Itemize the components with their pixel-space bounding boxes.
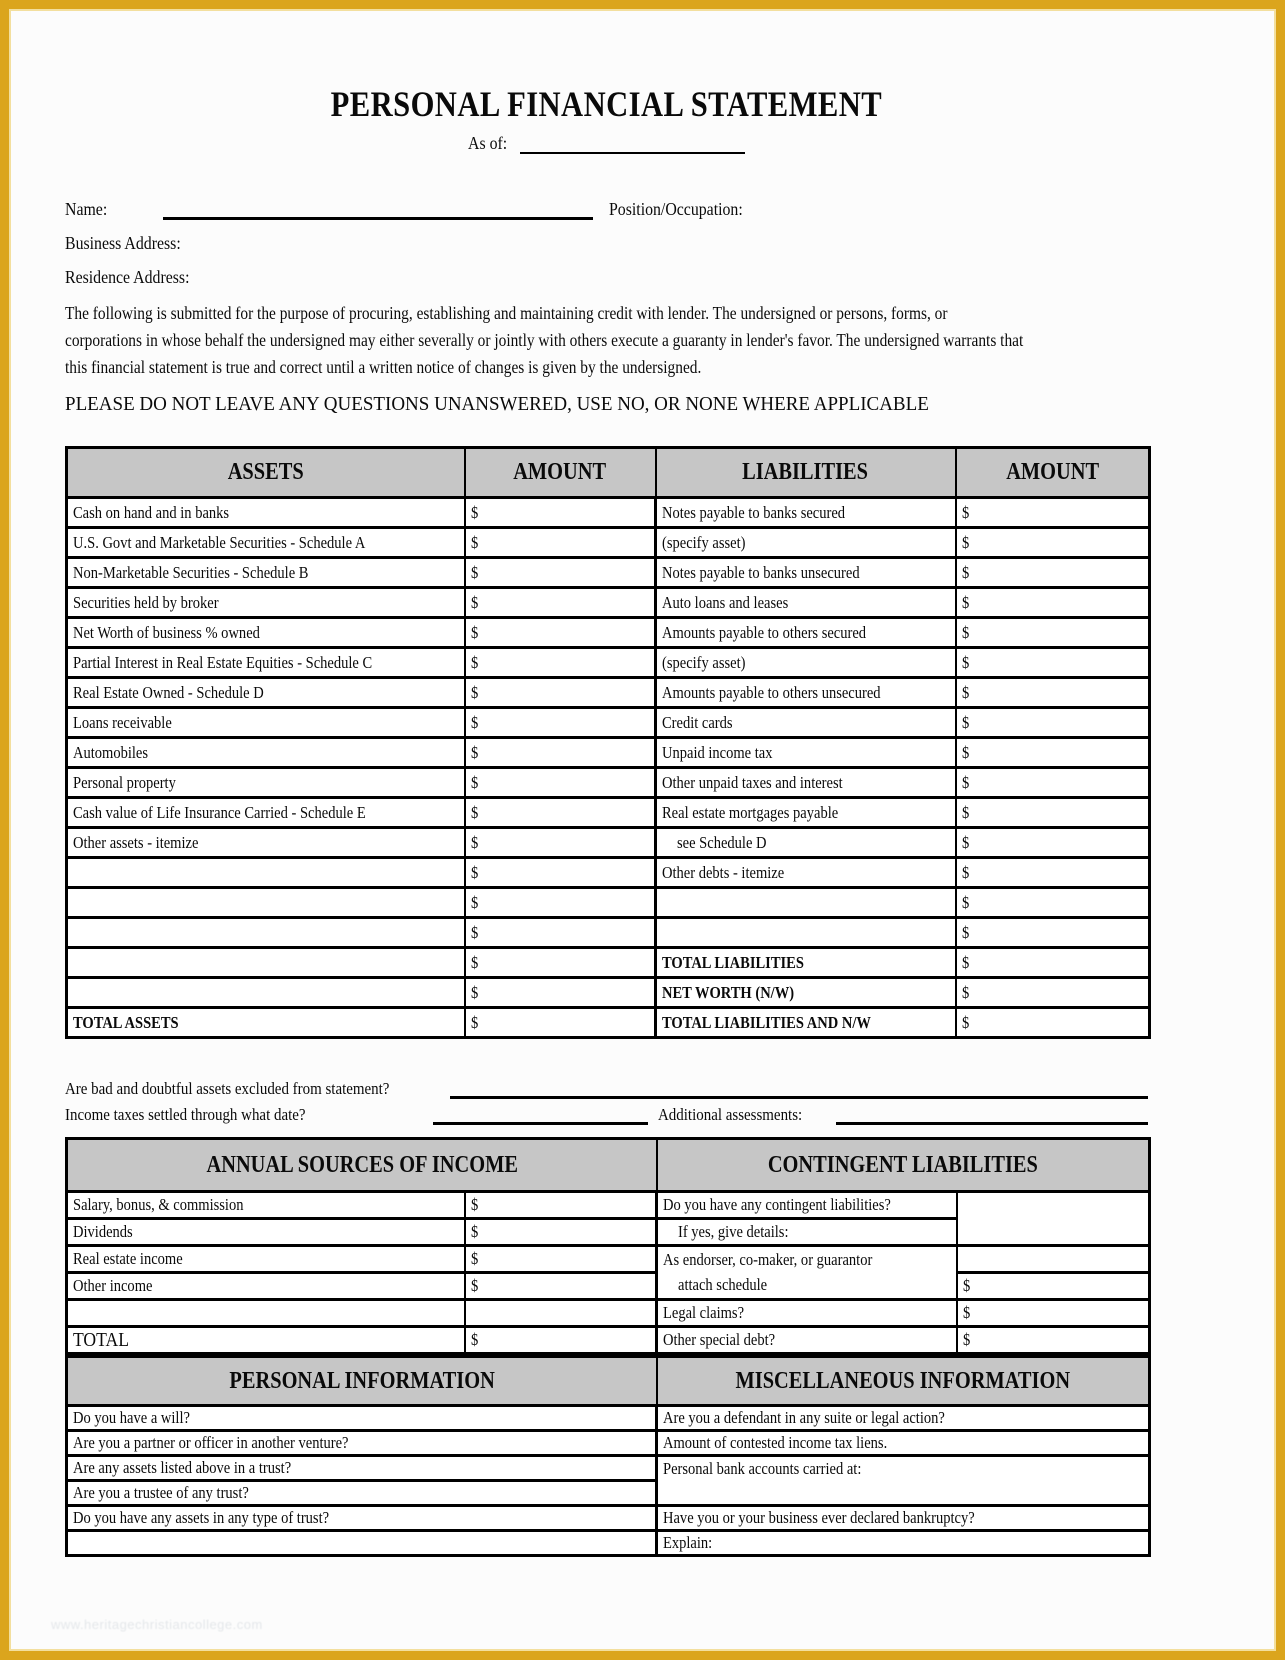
asset-amount-cell[interactable] (465, 708, 656, 738)
income-amount-cell[interactable] (465, 1300, 657, 1327)
asset-amount-cell-text: $ (470, 652, 478, 672)
asset-amount-cell-text: $ (470, 862, 478, 882)
liability-label-cell (656, 948, 956, 978)
liability-amount-cell-text: $ (961, 652, 969, 672)
liabilities-amount-header: AMOUNT (956, 448, 1150, 498)
liability-amount-cell[interactable] (956, 738, 1150, 768)
residence-address-label: Residence Address: (65, 267, 190, 287)
table-row (67, 798, 1150, 828)
liability-label-cell (656, 828, 956, 858)
liability-label-cell[interactable] (656, 888, 956, 918)
personal-question-cell (67, 1481, 657, 1506)
contingent-amount-cell[interactable] (957, 1246, 1150, 1273)
asset-label-cell-text: U.S. Govt and Marketable Securities - Schedule A (73, 532, 366, 552)
asset-label-cell-text: Real Estate Owned - Schedule D (73, 682, 264, 702)
liability-amount-cell-text: $ (961, 892, 969, 912)
asset-amount-cell-text: $ (470, 952, 478, 972)
liability-label-cell-text: Unpaid income tax (662, 742, 773, 762)
table-row (67, 1246, 1150, 1273)
income-taxes-question: Income taxes settled through what date? (65, 1105, 306, 1124)
miscellaneous-question-cell (657, 1406, 1150, 1431)
asset-amount-cell-text: $ (470, 802, 478, 822)
income-amount-cell-text: $ (470, 1195, 478, 1214)
miscellaneous-question-cell-text: Explain: (663, 1533, 713, 1552)
asset-label-cell (67, 828, 465, 858)
contingent-amount-cell[interactable] (957, 1327, 1150, 1354)
liability-amount-cell-text: $ (961, 952, 969, 972)
personal-question-cell-text: Are you a trustee of any trust? (73, 1483, 249, 1502)
asset-amount-cell[interactable] (465, 678, 656, 708)
info-table-header-row (67, 1357, 1150, 1406)
income-amount-cell-text: $ (470, 1276, 478, 1295)
liability-amount-cell[interactable] (956, 618, 1150, 648)
instructions-notice (65, 393, 1148, 416)
asset-amount-cell[interactable] (465, 738, 656, 768)
liability-amount-cell[interactable] (956, 648, 1150, 678)
liability-label-cell (656, 738, 956, 768)
income-amount-cell-text: $ (470, 1249, 478, 1268)
contingent-label-cell-text: Legal claims? (663, 1303, 745, 1322)
liability-label-cell (656, 798, 956, 828)
personal-information-header: PERSONAL INFORMATION (67, 1357, 657, 1406)
liability-label-cell-text: see Schedule D (677, 832, 767, 852)
liability-label-cell-text: Amounts payable to others unsecured (662, 682, 881, 702)
liability-label-cell-text: Credit cards (662, 712, 733, 732)
asset-label-cell (67, 528, 465, 558)
income-amount-cell[interactable] (465, 1192, 657, 1219)
liability-amount-cell-text: $ (961, 682, 969, 702)
asset-amount-cell-text: $ (470, 772, 478, 792)
liability-amount-cell-text: $ (961, 592, 969, 612)
miscellaneous-question-cell (657, 1531, 1150, 1556)
personal-question-cell (67, 1431, 657, 1456)
liability-amount-cell[interactable] (956, 588, 1150, 618)
asset-amount-cell-text: $ (470, 712, 478, 732)
liability-amount-cell-text: $ (961, 982, 969, 1002)
contingent-label-cell-text: Do you have any contingent liabilities? (663, 1195, 891, 1214)
intro-paragraph (65, 300, 1148, 381)
liability-label-cell-text: (specify asset) (662, 652, 746, 672)
liability-amount-cell[interactable] (956, 528, 1150, 558)
income-label-cell-text: Dividends (73, 1222, 133, 1241)
asset-label-cell-text: Personal property (73, 772, 176, 792)
name-row (65, 186, 1148, 220)
assets-amount-header: AMOUNT (465, 448, 656, 498)
asset-label-cell (67, 558, 465, 588)
table-row (67, 978, 1150, 1008)
income-taxes-row (65, 1099, 1148, 1125)
liability-label-cell (656, 708, 956, 738)
asset-label-cell-text: Loans receivable (73, 712, 172, 732)
liability-amount-cell-text: $ (961, 562, 969, 582)
asset-amount-cell-text: $ (470, 922, 478, 942)
annual-income-header: ANNUAL SOURCES OF INCOME (67, 1139, 657, 1192)
table-row (67, 918, 1150, 948)
asset-label-cell-text: Partial Interest in Real Estate Equities - Schedule C (73, 652, 373, 672)
liability-label-cell (656, 588, 956, 618)
additional-assessments-label: Additional assessments: (658, 1105, 803, 1124)
asset-amount-cell[interactable] (465, 558, 656, 588)
personal-question-cell-text: Are you a partner or officer in another venture? (73, 1433, 349, 1452)
income-label-cell (67, 1327, 465, 1354)
asset-amount-cell[interactable] (465, 948, 656, 978)
liability-label-cell-text: (specify asset) (662, 532, 746, 552)
asset-label-cell-text: Net Worth of business % owned (73, 622, 260, 642)
table-row (67, 1327, 1150, 1354)
asset-label-cell-text: Other assets - itemize (73, 832, 199, 852)
doubtful-assets-question: Are bad and doubtful assets excluded from statement? (65, 1079, 390, 1098)
as-of-field[interactable] (520, 133, 745, 154)
asset-amount-cell-text: $ (470, 592, 478, 612)
liability-amount-cell[interactable] (956, 678, 1150, 708)
income-amount-cell[interactable] (465, 1219, 657, 1246)
asset-label-cell (67, 648, 465, 678)
income-amount-cell[interactable] (465, 1246, 657, 1273)
business-address-row (65, 220, 1148, 254)
liability-label-cell-text: NET WORTH (N/W) (662, 982, 795, 1002)
name-label: Name: (65, 199, 108, 219)
asset-label-cell (67, 1008, 465, 1038)
liability-amount-cell-text: $ (961, 622, 969, 642)
contingent-label-cell-text: As endorser, co-maker, or guarantor (663, 1249, 873, 1269)
liability-amount-cell-text: $ (961, 1012, 969, 1032)
residence-address-row (65, 254, 1148, 288)
asset-amount-cell-text: $ (470, 742, 478, 762)
table-row (67, 768, 1150, 798)
asset-label-cell (67, 708, 465, 738)
liability-amount-cell-text: $ (961, 532, 969, 552)
personal-question-cell (67, 1506, 657, 1531)
liability-label-cell-text: Notes payable to banks unsecured (662, 562, 860, 582)
liability-label-cell-text: Notes payable to banks secured (662, 502, 846, 522)
asset-amount-cell[interactable] (465, 798, 656, 828)
table-row (67, 1192, 1150, 1219)
liability-label-cell (656, 648, 956, 678)
statement-questions (65, 1073, 1148, 1125)
watermark-text: www.heritagechristiancollege.com (51, 1617, 263, 1632)
personal-question-cell-text: Do you have any assets in any type of trust? (73, 1508, 330, 1527)
asset-amount-cell[interactable] (465, 618, 656, 648)
contingent-label-cell-text: If yes, give details: (678, 1222, 789, 1241)
personal-misc-info-table (65, 1355, 1151, 1557)
income-table-header-row (67, 1139, 1150, 1192)
doubtful-assets-field[interactable] (450, 1078, 1148, 1099)
asset-label-cell-text: TOTAL ASSETS (73, 1012, 179, 1032)
contingent-amount-cell-text: $ (962, 1276, 970, 1295)
as-of-label: As of: (467, 133, 507, 153)
contingent-amount-cell-text: $ (962, 1303, 970, 1322)
table-row (67, 1300, 1150, 1327)
income-amount-cell-text: $ (470, 1222, 478, 1241)
liability-amount-cell[interactable] (956, 768, 1150, 798)
liability-amount-cell[interactable] (956, 828, 1150, 858)
intro-line-1: The following is submitted for the purpose of procuring, establishing and maintaining credit with lender. The undersigned or persons, forms, or (65, 303, 948, 323)
contingent-label-cell (657, 1273, 957, 1300)
personal-question-cell-text: Are any assets listed above in a trust? (73, 1458, 292, 1477)
asset-amount-cell[interactable] (465, 768, 656, 798)
contingent-label-cell (657, 1192, 957, 1219)
liability-label-cell (656, 618, 956, 648)
liability-label-cell (656, 768, 956, 798)
miscellaneous-question-cell-text: Amount of contested income tax liens. (663, 1433, 888, 1452)
income-contingent-table (65, 1137, 1151, 1355)
doubtful-assets-row (65, 1073, 1148, 1099)
name-field[interactable] (163, 198, 593, 220)
liability-label-cell-text: Auto loans and leases (662, 592, 789, 612)
liability-amount-cell[interactable] (956, 498, 1150, 528)
table-row (67, 1273, 1150, 1300)
table-row (67, 888, 1150, 918)
income-label-cell-text: TOTAL (73, 1328, 129, 1351)
liability-label-cell[interactable] (656, 918, 956, 948)
contingent-label-cell (657, 1219, 957, 1246)
liability-label-cell (656, 498, 956, 528)
table-row (67, 528, 1150, 558)
liability-label-cell-text: Other unpaid taxes and interest (662, 772, 843, 792)
document-title-text: PERSONAL FINANCIAL STATEMENT (330, 84, 883, 124)
asset-label-cell[interactable] (67, 978, 465, 1008)
asset-label-cell-text: Automobiles (73, 742, 149, 762)
table-row (67, 1008, 1150, 1038)
asset-label-cell (67, 738, 465, 768)
table-row (67, 708, 1150, 738)
asset-label-cell (67, 798, 465, 828)
asset-amount-cell-text: $ (470, 1012, 478, 1032)
asset-amount-cell[interactable] (465, 588, 656, 618)
contingent-amount-cell[interactable] (957, 1219, 1150, 1246)
miscellaneous-question-cell (657, 1431, 1150, 1456)
asset-label-cell-text: Securities held by broker (73, 592, 219, 612)
contingent-liabilities-header: CONTINGENT LIABILITIES (657, 1139, 1150, 1192)
table-row (67, 738, 1150, 768)
liability-amount-cell[interactable] (956, 948, 1150, 978)
asset-label-cell-text: Non-Marketable Securities - Schedule B (73, 562, 309, 582)
document-body (9, 83, 1276, 1660)
asset-amount-cell-text: $ (470, 982, 478, 1002)
table-row (67, 858, 1150, 888)
asset-amount-cell[interactable] (465, 528, 656, 558)
income-label-cell-text: Real estate income (73, 1249, 183, 1268)
liability-amount-cell-text: $ (961, 742, 969, 762)
liability-label-cell (656, 858, 956, 888)
asset-amount-cell-text: $ (470, 832, 478, 852)
position-label: Position/Occupation: (608, 199, 743, 219)
intro-line-3: this financial statement is true and correct until a written notice of changes is given by the undersigned. (65, 357, 702, 377)
instructions-notice-text: PLEASE DO NOT LEAVE ANY QUESTIONS UNANSWERED, USE NO, OR NONE WHERE APPLICABLE (65, 393, 929, 415)
document-title (65, 83, 1148, 125)
liability-amount-cell[interactable] (956, 1008, 1150, 1038)
income-label-cell (67, 1246, 465, 1273)
income-label-cell (67, 1219, 465, 1246)
asset-amount-cell[interactable] (465, 978, 656, 1008)
assets-header: ASSETS (67, 448, 465, 498)
asset-label-cell (67, 588, 465, 618)
asset-amount-cell[interactable] (465, 858, 656, 888)
intro-line-2: corporations in whose behalf the undersigned may either severally or jointly with others execute a guaranty in lender's favor. The undersigned warrants that (65, 330, 1024, 350)
asset-amount-cell-text: $ (470, 562, 478, 582)
miscellaneous-question-cell-text: Have you or your business ever declared bankruptcy? (663, 1508, 975, 1527)
liability-amount-cell-text: $ (961, 802, 969, 822)
table-row (67, 498, 1150, 528)
liability-amount-cell[interactable] (956, 918, 1150, 948)
table-row (67, 1456, 1150, 1481)
asset-label-cell[interactable] (67, 858, 465, 888)
liability-amount-cell-text: $ (961, 712, 969, 732)
asset-label-cell-text: Cash on hand and in banks (73, 502, 230, 522)
asset-amount-cell[interactable] (465, 648, 656, 678)
miscellaneous-question-cell[interactable] (657, 1481, 1150, 1506)
miscellaneous-information-header: MISCELLANEOUS INFORMATION (657, 1357, 1150, 1406)
liability-label-cell-text: Amounts payable to others secured (662, 622, 867, 642)
asset-amount-cell-text: $ (470, 682, 478, 702)
liability-label-cell-text: Real estate mortgages payable (662, 802, 839, 822)
contingent-amount-cell-text: $ (962, 1330, 970, 1349)
contingent-amount-cell[interactable] (957, 1273, 1150, 1300)
asset-amount-cell[interactable] (465, 918, 656, 948)
liability-amount-cell[interactable] (956, 858, 1150, 888)
income-label-cell (67, 1192, 465, 1219)
liability-amount-cell-text: $ (961, 862, 969, 882)
liability-label-cell-text: Other debts - itemize (662, 862, 785, 882)
asset-label-cell[interactable] (67, 888, 465, 918)
table-row (67, 588, 1150, 618)
table-row (67, 1531, 1150, 1556)
miscellaneous-question-cell-text: Personal bank accounts carried at: (663, 1458, 862, 1478)
asset-amount-cell[interactable] (465, 1008, 656, 1038)
assets-table-header-row (67, 448, 1150, 498)
asset-amount-cell[interactable] (465, 498, 656, 528)
contingent-amount-cell[interactable] (957, 1300, 1150, 1327)
liability-amount-cell-text: $ (961, 922, 969, 942)
liability-amount-cell-text: $ (961, 832, 969, 852)
miscellaneous-question-cell (657, 1506, 1150, 1531)
asset-label-cell (67, 498, 465, 528)
asset-amount-cell-text: $ (470, 622, 478, 642)
asset-label-cell (67, 618, 465, 648)
miscellaneous-question-cell (657, 1456, 1150, 1481)
asset-label-cell (67, 768, 465, 798)
table-row (67, 828, 1150, 858)
table-row (67, 678, 1150, 708)
asset-label-cell-text: Cash value of Life Insurance Carried - Schedule E (73, 802, 366, 822)
liability-label-cell-text: TOTAL LIABILITIES AND N/W (662, 1012, 871, 1032)
liability-label-cell (656, 1008, 956, 1038)
income-label-cell (67, 1273, 465, 1300)
asset-amount-cell[interactable] (465, 888, 656, 918)
asset-amount-cell-text: $ (470, 502, 478, 522)
income-label-cell-text: Other income (73, 1276, 153, 1295)
business-address-label: Business Address: (65, 233, 181, 253)
income-taxes-field[interactable] (433, 1104, 648, 1125)
liability-label-cell (656, 678, 956, 708)
liability-label-cell (656, 558, 956, 588)
table-row (67, 1481, 1150, 1506)
table-row (67, 1506, 1150, 1531)
asset-label-cell[interactable] (67, 948, 465, 978)
asset-label-cell (67, 678, 465, 708)
asset-amount-cell-text: $ (470, 532, 478, 552)
contingent-label-cell (657, 1246, 957, 1273)
contingent-label-cell-text: attach schedule (678, 1275, 768, 1295)
income-label-cell-text: Salary, bonus, & commission (73, 1195, 244, 1214)
table-row (67, 1431, 1150, 1456)
liability-amount-cell-text: $ (961, 502, 969, 522)
asset-label-cell[interactable] (67, 918, 465, 948)
contingent-label-cell (657, 1300, 957, 1327)
miscellaneous-question-cell-text: Are you a defendant in any suite or legal action? (663, 1408, 945, 1427)
income-label-cell[interactable] (67, 1300, 465, 1327)
liability-amount-cell[interactable] (956, 888, 1150, 918)
income-amount-cell[interactable] (465, 1273, 657, 1300)
table-row (67, 1219, 1150, 1246)
table-row (67, 648, 1150, 678)
assets-liabilities-table (65, 446, 1151, 1039)
liabilities-header: LIABILITIES (656, 448, 956, 498)
contingent-amount-cell[interactable] (957, 1192, 1150, 1219)
table-row (67, 948, 1150, 978)
as-of-row (65, 133, 1148, 154)
liability-amount-cell[interactable] (956, 708, 1150, 738)
liability-amount-cell[interactable] (956, 558, 1150, 588)
personal-question-cell-text: Do you have a will? (73, 1408, 190, 1427)
identity-fields (65, 186, 1148, 288)
table-row (67, 1406, 1150, 1431)
liability-label-cell (656, 528, 956, 558)
personal-question-cell (67, 1456, 657, 1481)
additional-assessments-field[interactable] (836, 1104, 1148, 1125)
asset-amount-cell[interactable] (465, 828, 656, 858)
table-row (67, 558, 1150, 588)
income-amount-cell[interactable] (465, 1327, 657, 1354)
income-amount-cell-text: $ (470, 1330, 478, 1349)
liability-amount-cell-text: $ (961, 772, 969, 792)
contingent-label-cell-text: Other special debt? (663, 1330, 776, 1349)
contingent-label-cell (657, 1327, 957, 1354)
asset-amount-cell-text: $ (470, 892, 478, 912)
personal-question-cell (67, 1406, 657, 1431)
liability-label-cell (656, 978, 956, 1008)
personal-question-cell[interactable] (67, 1531, 657, 1556)
liability-amount-cell[interactable] (956, 798, 1150, 828)
liability-label-cell-text: TOTAL LIABILITIES (662, 952, 804, 972)
liability-amount-cell[interactable] (956, 978, 1150, 1008)
table-row (67, 618, 1150, 648)
